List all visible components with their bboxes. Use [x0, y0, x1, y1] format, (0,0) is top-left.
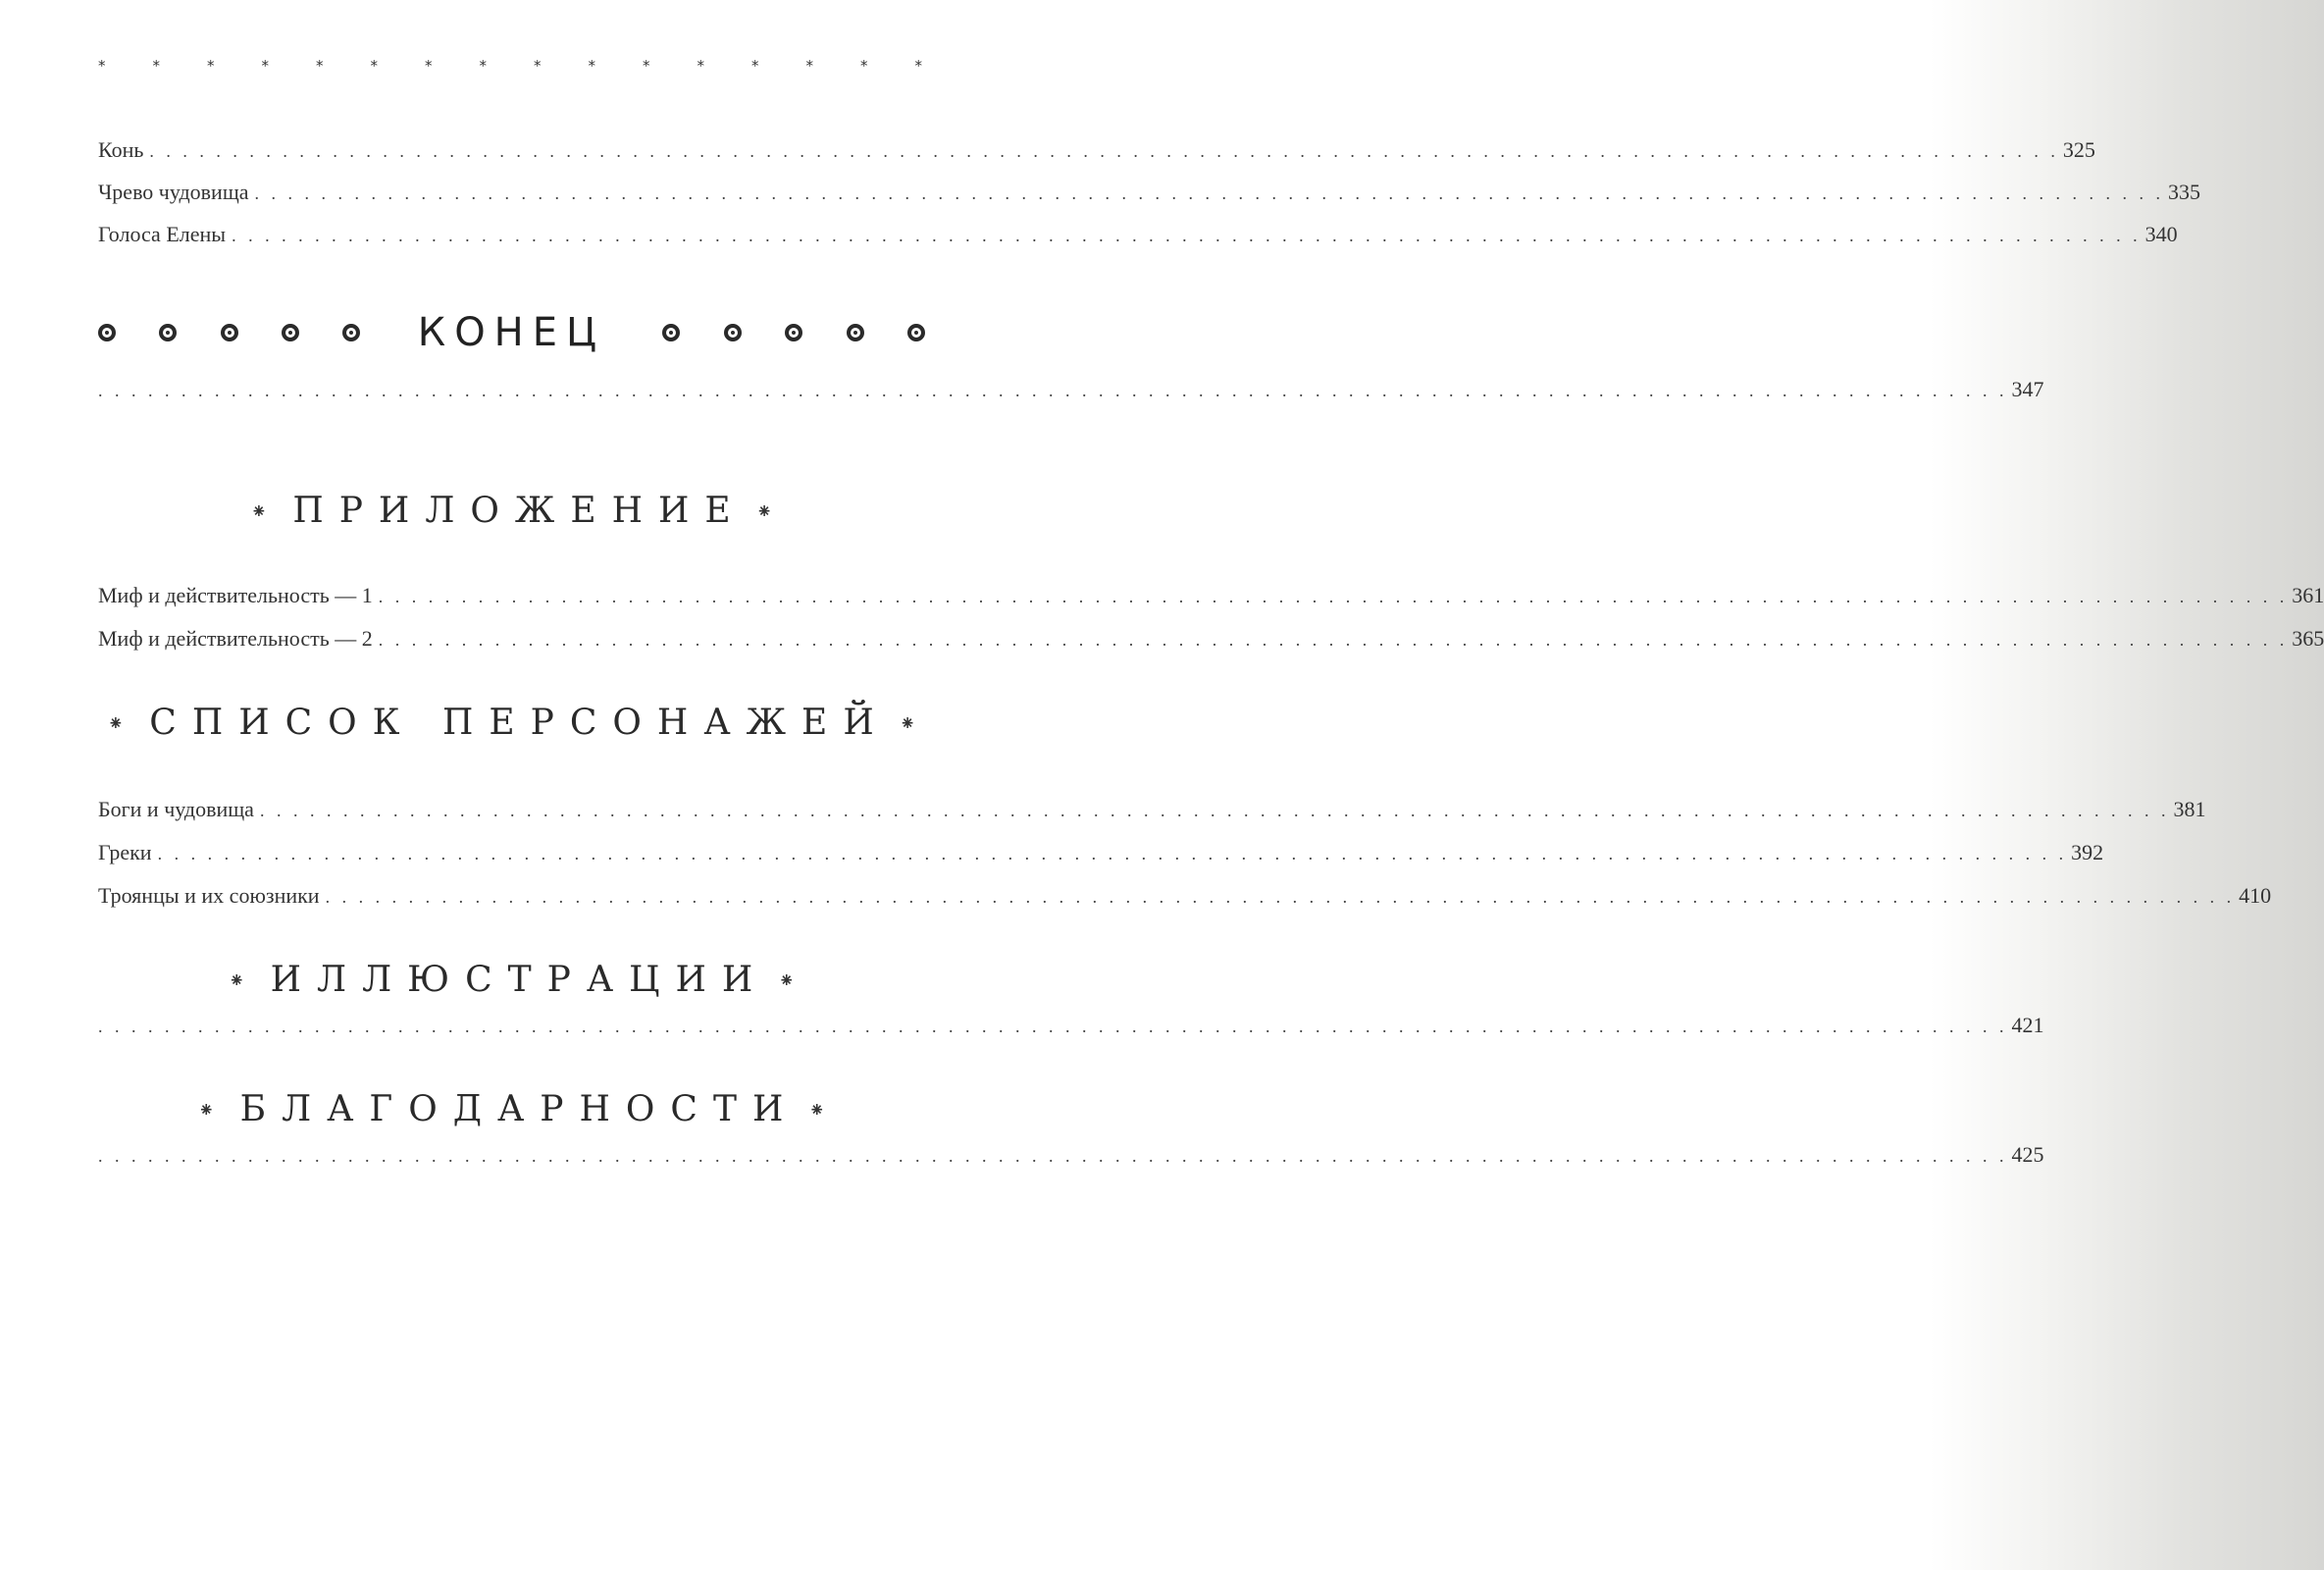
- asterism-icon: ⁕: [899, 710, 916, 735]
- ornament-star: *: [914, 57, 922, 75]
- toc-entry-title: Миф и действительность — 2: [98, 626, 373, 651]
- dot-leader: . . . . . . . . . . . . . . . . . . . . . . . . . . . . . . . . . . . . . . . . . . . . . . . . . . . . . . . . . . . . . . . . . . . . . . . . . . . . . . . . . . . . . . . . . . . . . . . . . . . . . . . . . . . . . . . . . . .: [378, 630, 2289, 650]
- asterism-icon: ⁕: [107, 710, 125, 735]
- dot-leader: . . . . . . . . . . . . . . . . . . . . . . . . . . . . . . . . . . . . . . . . . . . . . . . . . . . . . . . . . . . . . . . . . . . . . . . . . . . . . . . . . . . . . . . . . . . . . . . . . . . . . . . . . . . . . . . . . . .: [98, 1146, 2008, 1166]
- dot-leader: . . . . . . . . . . . . . . . . . . . . . . . . . . . . . . . . . . . . . . . . . . . . . . . . . . . . . . . . . . . . . . . . . . . . . . . . . . . . . . . . . . . . . . . . . . . . . . . . . . . . . . . . . . . . . . . . . . .: [259, 801, 2170, 820]
- ring-ornament-icon: [907, 324, 925, 341]
- toc-entry-page: 392: [2071, 840, 2104, 864]
- toc-entry-title: Греки: [98, 840, 152, 864]
- ornament-star: *: [805, 57, 813, 75]
- toc-entry: [98, 797, 2206, 822]
- ornament-star: *: [152, 57, 160, 75]
- ornament-star: *: [98, 57, 106, 75]
- asterism-icon: ⁕: [778, 968, 796, 992]
- toc-entry-title: Голоса Елены: [98, 222, 227, 246]
- ornament-star: *: [261, 57, 269, 75]
- ring-ornament-icon: [98, 324, 116, 341]
- toc-entry-page: 347: [2011, 377, 2044, 401]
- toc-entry-title: Конь: [98, 137, 144, 162]
- toc-entry: [98, 626, 2324, 652]
- toc-entry: [98, 1013, 2044, 1038]
- toc-entry-page: 425: [2011, 1142, 2044, 1167]
- toc-entry: [98, 1142, 2044, 1168]
- section-title: БЛАГОДАРНОСТИ: [239, 1089, 800, 1129]
- ring-ornament-icon: [662, 324, 680, 341]
- dot-leader: . . . . . . . . . . . . . . . . . . . . . . . . . . . . . . . . . . . . . . . . . . . . . . . . . . . . . . . . . . . . . . . . . . . . . . . . . . . . . . . . . . . . . . . . . . . . . . . . . . . . . . . . . . . . . . . . . . .: [254, 183, 2165, 203]
- toc-entry: [98, 583, 2324, 608]
- asterism-icon: ⁕: [197, 1097, 215, 1122]
- ornament-star: *: [316, 57, 324, 75]
- toc-entry: [98, 137, 2095, 163]
- konets-title: КОНЕЦ: [417, 310, 606, 355]
- konets-heading: [98, 310, 925, 355]
- ring-ornament-icon: [342, 324, 360, 341]
- dot-leader: . . . . . . . . . . . . . . . . . . . . . . . . . . . . . . . . . . . . . . . . . . . . . . . . . . . . . . . . . . . . . . . . . . . . . . . . . . . . . . . . . . . . . . . . . . . . . . . . . . . . . . . . . . . . . . . . . . .: [378, 587, 2289, 606]
- toc-entry-title: Миф и действительность — 1: [98, 583, 373, 607]
- dot-leader: . . . . . . . . . . . . . . . . . . . . . . . . . . . . . . . . . . . . . . . . . . . . . . . . . . . . . . . . . . . . . . . . . . . . . . . . . . . . . . . . . . . . . . . . . . . . . . . . . . . . . . . . . . . . . . . . . . .: [98, 1017, 2008, 1036]
- dot-leader: . . . . . . . . . . . . . . . . . . . . . . . . . . . . . . . . . . . . . . . . . . . . . . . . . . . . . . . . . . . . . . . . . . . . . . . . . . . . . . . . . . . . . . . . . . . . . . . . . . . . . . . . . . . . . . . . . . .: [157, 844, 2068, 864]
- section-heading-characters: [98, 703, 925, 743]
- ring-ornament-icon: [282, 324, 299, 341]
- ring-ornament-icon: [847, 324, 864, 341]
- toc-entry: [98, 222, 2178, 247]
- asterism-icon: ⁕: [250, 498, 268, 523]
- ornament-star: *: [860, 57, 868, 75]
- toc-entry-page: 340: [2144, 222, 2178, 246]
- section-heading-illustrations: [98, 960, 925, 1000]
- toc-entry-page: 421: [2011, 1013, 2044, 1037]
- toc-entry-page: 335: [2168, 180, 2201, 204]
- asterism-icon: ⁕: [755, 498, 773, 523]
- section-heading-acknowledgements: [98, 1089, 925, 1129]
- ornament-star: *: [207, 57, 215, 75]
- ornament-star: *: [643, 57, 650, 75]
- toc-entry-title: Чрево чудовища: [98, 180, 249, 204]
- ornament-star: *: [534, 57, 542, 75]
- dot-leader: . . . . . . . . . . . . . . . . . . . . . . . . . . . . . . . . . . . . . . . . . . . . . . . . . . . . . . . . . . . . . . . . . . . . . . . . . . . . . . . . . . . . . . . . . . . . . . . . . . . . . . . . . . . . . . . . . . .: [325, 887, 2236, 907]
- toc-entry: [98, 180, 2201, 205]
- top-star-ornament: [98, 57, 922, 75]
- ornament-star: *: [479, 57, 487, 75]
- ornament-star: *: [588, 57, 595, 75]
- ornament-star: *: [697, 57, 704, 75]
- ring-ornament-icon: [221, 324, 238, 341]
- asterism-icon: ⁕: [228, 968, 245, 992]
- toc-entry-page: 361: [2292, 583, 2324, 607]
- dot-leader: . . . . . . . . . . . . . . . . . . . . . . . . . . . . . . . . . . . . . . . . . . . . . . . . . . . . . . . . . . . . . . . . . . . . . . . . . . . . . . . . . . . . . . . . . . . . . . . . . . . . . . . . . . . . . . . . . . .: [232, 226, 2142, 245]
- section-heading-appendix: [98, 491, 925, 531]
- section-title: ИЛЛЮСТРАЦИИ: [270, 960, 769, 1000]
- section-title: СПИСОК ПЕРСОНАЖЕЙ: [149, 703, 890, 743]
- toc-entry-page: 365: [2292, 626, 2324, 651]
- dot-leader: . . . . . . . . . . . . . . . . . . . . . . . . . . . . . . . . . . . . . . . . . . . . . . . . . . . . . . . . . . . . . . . . . . . . . . . . . . . . . . . . . . . . . . . . . . . . . . . . . . . . . . . . . . . . . . . . . . .: [149, 141, 2059, 161]
- ring-ornament-icon: [785, 324, 802, 341]
- toc-entry-page: 325: [2062, 137, 2095, 162]
- toc-entry-title: Боги и чудовища: [98, 797, 254, 821]
- ring-ornament-icon: [159, 324, 177, 341]
- toc-entry-title: Троянцы и их союзники: [98, 883, 320, 908]
- ornament-star: *: [751, 57, 759, 75]
- toc-entry: [98, 883, 2272, 909]
- section-title: ПРИЛОЖЕНИЕ: [292, 491, 747, 531]
- toc-entry: [98, 840, 2104, 865]
- toc-entry-page: 410: [2239, 883, 2272, 908]
- asterism-icon: ⁕: [808, 1097, 826, 1122]
- dot-leader: . . . . . . . . . . . . . . . . . . . . . . . . . . . . . . . . . . . . . . . . . . . . . . . . . . . . . . . . . . . . . . . . . . . . . . . . . . . . . . . . . . . . . . . . . . . . . . . . . . . . . . . . . . . . . . . . . . .: [98, 381, 2008, 400]
- ornament-star: *: [425, 57, 433, 75]
- ring-ornament-icon: [724, 324, 742, 341]
- toc-entry-page: 381: [2173, 797, 2206, 821]
- toc-entry: [98, 377, 2044, 402]
- ornament-star: *: [370, 57, 378, 75]
